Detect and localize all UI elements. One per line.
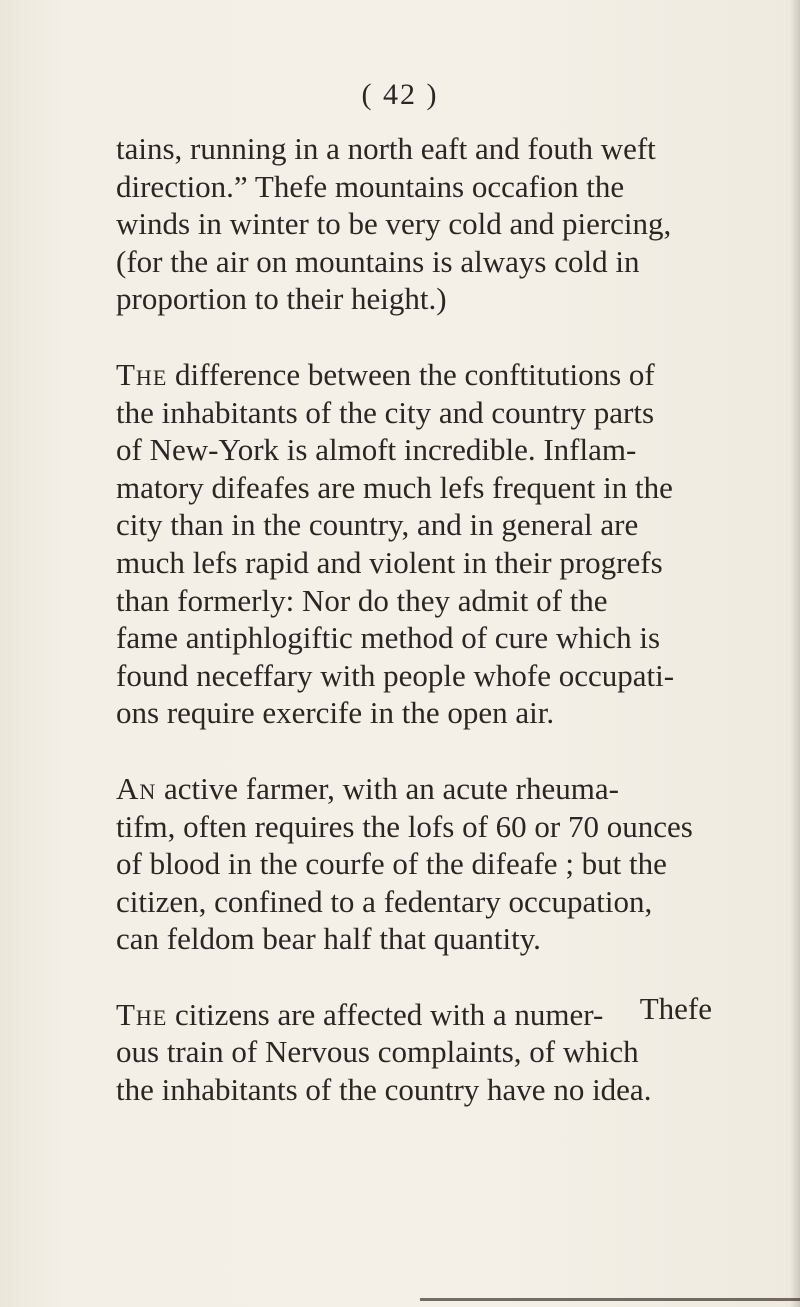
page-edge-shadow [790, 0, 800, 1307]
text-line: city than in the country, and in general are [116, 507, 639, 543]
text-line: difference between the conftitutions of [167, 356, 655, 392]
text-line: the inhabitants of the city and country parts [116, 394, 655, 430]
paragraph-lead: The [116, 996, 168, 1032]
text-line: matory difeafes are much lefs frequent in the [116, 469, 673, 505]
paragraph-1 [116, 130, 716, 318]
text-line: ous train of Nervous complaints, of which [116, 1034, 639, 1070]
text-line: active farmer, with an acute rheuma- [156, 770, 619, 806]
text-line: direction.” Thefe mountains occafion the [116, 168, 625, 204]
text-line: citizens are affected with a numer- [167, 996, 604, 1032]
text-line: than formerly: Nor do they admit of the [116, 582, 608, 618]
paragraph-lead: The [116, 356, 168, 392]
paragraph-4 [116, 996, 716, 1109]
paragraph-2 [116, 356, 716, 732]
paragraph-3 [116, 770, 716, 958]
text-line: (for the air on mountains is always cold in [116, 243, 640, 279]
text-line: can feldom bear half that quantity. [116, 921, 541, 957]
text-line: fame antiphlogiftic method of cure which is [116, 620, 661, 656]
body-text [116, 130, 716, 1147]
text-line: citizen, confined to a fedentary occupation, [116, 883, 653, 919]
text-line: found neceffary with people whofe occupati- [116, 657, 675, 693]
page-number: ( 42 ) [361, 78, 439, 111]
text-line: the inhabitants of the country have no idea. [116, 1072, 652, 1108]
text-line: winds in winter to be very cold and piercing, [116, 206, 672, 242]
text-line: tains, running in a north eaft and fouth weft [116, 131, 656, 166]
text-line: tifm, often requires the lofs of 60 or 70 ounces [116, 808, 693, 844]
page-bottom-edge [420, 1298, 800, 1301]
text-line: of New-York is almoft incredible. Inflam- [116, 432, 637, 468]
text-line: of blood in the courfe of the difeafe ; but the [116, 846, 667, 882]
text-line: much lefs rapid and violent in their progrefs [116, 544, 663, 580]
catchword: Thefe [639, 991, 712, 1026]
paragraph-lead: An [116, 770, 157, 806]
text-line: proportion to their height.) [116, 281, 447, 317]
text-line: ons require exercife in the open air. [116, 695, 555, 731]
